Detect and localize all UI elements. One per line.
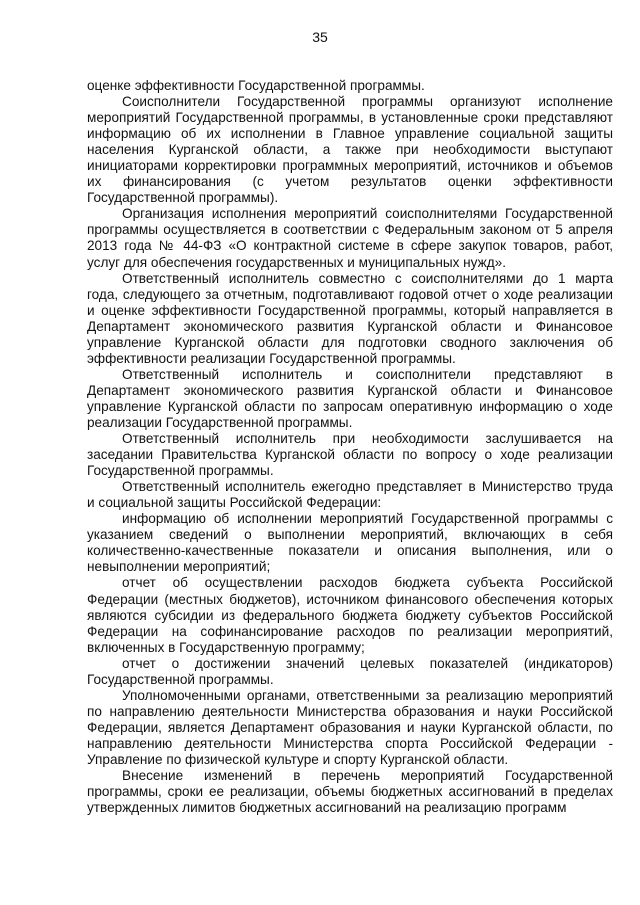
- paragraph-line: населения Курганской области, а также при необходимости выступают: [87, 142, 613, 158]
- paragraph-line: по направлению деятельности Министерства образования и науки Российской: [87, 703, 613, 719]
- paragraph: [87, 656, 613, 688]
- paragraph-line: информацию об исполнении мероприятий Государственной программы с: [122, 511, 613, 527]
- paragraph: [87, 479, 613, 511]
- paragraph-line: Уполномоченными органами, ответственными за реализацию мероприятий: [122, 687, 613, 703]
- paragraph-line: управление Курганской области для подготовки сводного заключения об: [87, 334, 613, 350]
- page-number: 35: [312, 29, 328, 45]
- paragraph-line: и социальной защиты Российской Федерации:: [87, 495, 382, 511]
- paragraph-line: Соисполнители Государственной программы организуют исполнение: [122, 94, 613, 110]
- paragraph-line: Ответственный исполнитель совместно с соисполнителями до 1 марта: [122, 270, 613, 286]
- paragraph-line: эффективности реализации Государственной программы.: [87, 350, 456, 366]
- paragraph-line: информацию об их исполнении в Главное управление социальной защиты: [87, 126, 613, 142]
- paragraph: [87, 768, 613, 816]
- paragraph-line: реализации Государственной программы.: [87, 414, 353, 430]
- paragraph-line: Федерации на софинансирование расходов по реализации мероприятий,: [87, 623, 613, 639]
- paragraph-line: инициаторами корректировки программных мероприятий, источников и объемов: [87, 158, 613, 174]
- paragraph: [87, 78, 613, 94]
- document-body: [87, 78, 613, 816]
- paragraph-line: услуг для обеспечения государственных и муниципальных нужд».: [87, 254, 506, 270]
- paragraph: [87, 688, 613, 768]
- paragraph-line: их финансирования (с учетом результатов оценки эффективности: [87, 174, 613, 190]
- paragraph: [87, 206, 613, 270]
- paragraph-line: отчет о достижении значений целевых показателей (индикаторов): [122, 655, 613, 671]
- paragraph-line: утвержденных лимитов бюджетных ассигнований на реализацию программ: [87, 800, 567, 816]
- paragraph-line: направлению деятельности Министерства спорта Российской Федерации -: [87, 735, 613, 751]
- paragraph-line: Управление по физической культуре и спорту Курганской области.: [87, 751, 509, 767]
- paragraph-line: невыполнении мероприятий;: [87, 559, 271, 575]
- paragraph: [87, 511, 613, 575]
- paragraph-line: Государственной программы.: [87, 463, 274, 479]
- paragraph-line: количественно-качественные показатели и описания выполнения, или о: [87, 543, 613, 559]
- paragraph-line: указанием сведений о выполнении мероприятий, включающих в себя: [87, 527, 613, 543]
- paragraph-line: Государственной программы.: [87, 671, 274, 687]
- paragraph-line: Департамент экономического развития Курганской области и Финансовое: [87, 318, 613, 334]
- paragraph: [87, 271, 613, 367]
- paragraph-line: заседании Правительства Курганской области по вопросу о ходе реализации: [87, 447, 613, 463]
- paragraph-line: программы, сроки ее реализации, объемы бюджетных ассигнований в пределах: [87, 784, 613, 800]
- paragraph-line: управление Курганской области по запросам оперативную информацию о ходе: [87, 398, 613, 414]
- paragraph-line: отчет об осуществлении расходов бюджета субъекта Российской: [122, 575, 613, 591]
- paragraph-line: мероприятий Государственной программы, в установленные сроки представляют: [87, 110, 613, 126]
- paragraph: [87, 575, 613, 655]
- paragraph-line: Ответственный исполнитель при необходимости заслушивается на: [122, 431, 613, 447]
- paragraph-line: Организация исполнения мероприятий соисполнителями Государственной: [122, 206, 613, 222]
- paragraph-line: Ответственный исполнитель и соисполнители представляют в: [122, 366, 613, 382]
- paragraph: [87, 94, 613, 206]
- paragraph-line: программы осуществляется в соответствии с Федеральным законом от 5 апреля: [87, 222, 613, 238]
- paragraph-line: Департамент экономического развития Курганской области и Финансовое: [87, 382, 613, 398]
- paragraph: [87, 431, 613, 479]
- paragraph-line: Внесение изменений в перечень мероприятий Государственной: [122, 768, 613, 784]
- paragraph-line: года, следующего за отчетным, подготавливают годовой отчет о ходе реализации: [87, 286, 613, 302]
- paragraph-line: и оценке эффективности Государственной программы, который направляется в: [87, 302, 613, 318]
- paragraph-line: Федерации (местных бюджетов), источником финансового обеспечения которых: [87, 591, 613, 607]
- paragraph: [87, 367, 613, 431]
- paragraph-line: Ответственный исполнитель ежегодно представляет в Министерство труда: [122, 479, 613, 495]
- paragraph-line: являются субсидии из федерального бюджета бюджету субъектов Российской: [87, 607, 613, 623]
- paragraph-line: оценке эффективности Государственной программы.: [87, 78, 425, 93]
- paragraph-line: Федерации, является Департамент образования и науки Курганской области, по: [87, 719, 613, 735]
- paragraph-line: Государственной программы).: [87, 190, 279, 206]
- paragraph-line: включенных в Государственную программу;: [87, 639, 365, 655]
- paragraph-line: 2013 года № 44-ФЗ «О контрактной системе в сфере закупок товаров, работ,: [87, 238, 613, 254]
